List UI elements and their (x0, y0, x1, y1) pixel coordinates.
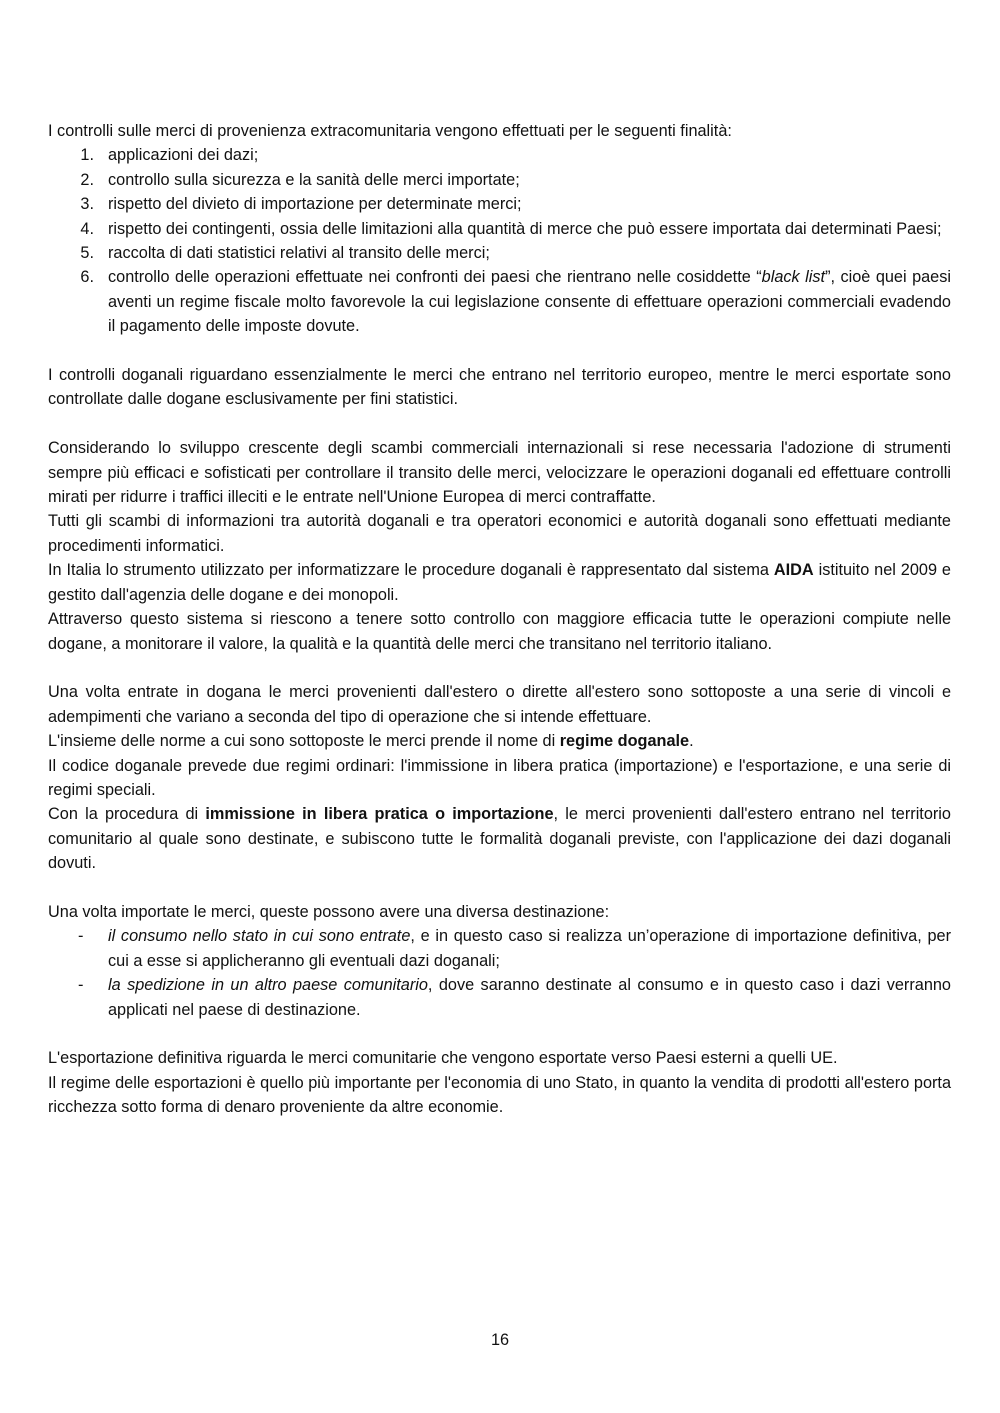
list-item-number: 2. (80, 170, 94, 189)
list-item (48, 143, 951, 167)
destinations-list (48, 924, 951, 1022)
intro-paragraph: I controlli sulle merci di provenienza extracomunitaria vengono effettuati per le seguenti finalità: (48, 122, 732, 140)
italy-text-end: istituito nel 2009 e gestito dall'agenzia delle dogane e dei monopoli. (48, 561, 951, 604)
once-entered-paragraph: Una volta entrate in dogana le merci provenienti dall'estero o dirette all'estero sono sottoposte a una serie di vincoli e adempimenti che variano a seconda del tipo di operazione che si intende effettuare. (48, 683, 951, 726)
procedure-text-start: Con la procedura di (48, 805, 206, 824)
destination-text: , e in questo caso si realizza un’operazione di importazione definitiva, per cui a esse si applicheranno gli eventuali dazi doganali; (108, 927, 951, 970)
list-item-text: controllo sulla sicurezza e la sanità delle merci importate; (108, 170, 520, 189)
system-paragraph: Attraverso questo sistema si riescono a tenere sotto controllo con maggiore efficacia tutte le operazioni compiute nelle dogane, a monitorare il valore, la qualità e la quantità delle merci che transitano nel territorio italiano. (48, 610, 951, 653)
controls-paragraph: I controlli doganali riguardano essenzialmente le merci che entrano nel territorio europeo, mentre le merci esportate sono controllate dalle dogane esclusivamente per fini statistici. (48, 366, 951, 409)
aida-term: AIDA (773, 561, 814, 580)
page-number: 16 (490, 1331, 510, 1349)
list-item-text: rispetto del divieto di importazione per determinate merci; (108, 195, 522, 214)
procedure-paragraph (48, 802, 951, 875)
importazione-term: immissione in libera pratica o importazione (205, 805, 554, 824)
once-imported-paragraph: Una volta importate le merci, queste possono avere una diversa destinazione: (48, 902, 610, 921)
destination-text: , dove saranno destinate al consumo e in questo caso i dazi verranno applicati nel paese di destinazione. (108, 976, 951, 1019)
list-item (48, 973, 951, 1022)
destination-term: il consumo nello stato in cui sono entrate (108, 927, 411, 946)
list-item (48, 265, 951, 338)
destination-term: la spedizione in un altro paese comunitario (108, 976, 428, 995)
procedure-text-end: , le merci provenienti dall'estero entrano nel territorio comunitario al quale sono destinate, e subiscono tutte le formalità doganali previste, con l'applicazione dei dazi doganali dovuti. (48, 805, 951, 873)
list-item-text: applicazioni dei dazi; (108, 146, 259, 165)
list-item-text-end: ”, cioè quei paesi aventi un regime fiscale molto favorevole la cui legislazione consente di effettuare operazioni commerciali evadendo il pagamento delle imposte dovute. (108, 268, 951, 336)
list-item (48, 168, 951, 192)
list-item-text: rispetto dei contingenti, ossia delle limitazioni alla quantità di merce che può essere importata dai determinati Paesi; (108, 219, 942, 238)
list-item-number: 5. (80, 244, 94, 263)
dash-bullet: - (78, 976, 84, 995)
exchanges-paragraph: Tutti gli scambi di informazioni tra autorità doganali e tra operatori economici e autorità doganali sono effettuati mediante procedimenti informatici. (48, 512, 951, 555)
list-item (48, 217, 951, 241)
export-definition-paragraph: L'esportazione definitiva riguarda le merci comunitarie che vengono esportate verso Paesi esterni a quelli UE. (48, 1049, 838, 1068)
list-item (48, 241, 951, 265)
list-item (48, 192, 951, 216)
regime-paragraph (48, 729, 951, 753)
list-item-number: 6. (80, 268, 94, 287)
regime-text-start: L'insieme delle norme a cui sono sottoposte le merci prende il nome di (48, 732, 560, 751)
list-item-number: 1. (80, 146, 94, 165)
black-list-term: black list (761, 268, 826, 287)
regime-doganale-term: regime doganale (559, 732, 690, 751)
list-item-number: 4. (80, 219, 94, 238)
considering-paragraph: Considerando lo sviluppo crescente degli scambi commerciali internazionali si rese necessaria l'adozione di strumenti sempre più efficaci e sofisticati per controllare il transito delle merci, velocizzare le operazioni doganali ed effettuare controlli mirati per ridurre i traffici illeciti e le entrate nell'Unione Europea di merci contraffatte. (48, 439, 951, 507)
dash-bullet: - (78, 927, 84, 946)
document-body (48, 119, 951, 1120)
code-paragraph: Il codice doganale prevede due regimi ordinari: l'immissione in libera pratica (importazione) e l'esportazione, e una serie di regimi speciali. (48, 756, 951, 799)
list-item-number: 3. (80, 195, 94, 214)
list-item-text-start: controllo delle operazioni effettuate nei confronti dei paesi che rientrano nelle cosiddette “ (108, 268, 762, 287)
italy-paragraph (48, 558, 951, 607)
regime-text-end: . (689, 732, 694, 751)
purposes-list (48, 143, 951, 338)
list-item-text: raccolta di dati statistici relativi al transito delle merci; (108, 244, 490, 263)
italy-text-start: In Italia lo strumento utilizzato per informatizzare le procedure doganali è rappresentato dal sistema (48, 561, 774, 580)
list-item (48, 924, 951, 973)
export-regime-paragraph: Il regime delle esportazioni è quello più importante per l'economia di uno Stato, in quanto la vendita di prodotti all'estero porta ricchezza sotto forma di denaro proveniente da altre economie. (48, 1073, 951, 1117)
